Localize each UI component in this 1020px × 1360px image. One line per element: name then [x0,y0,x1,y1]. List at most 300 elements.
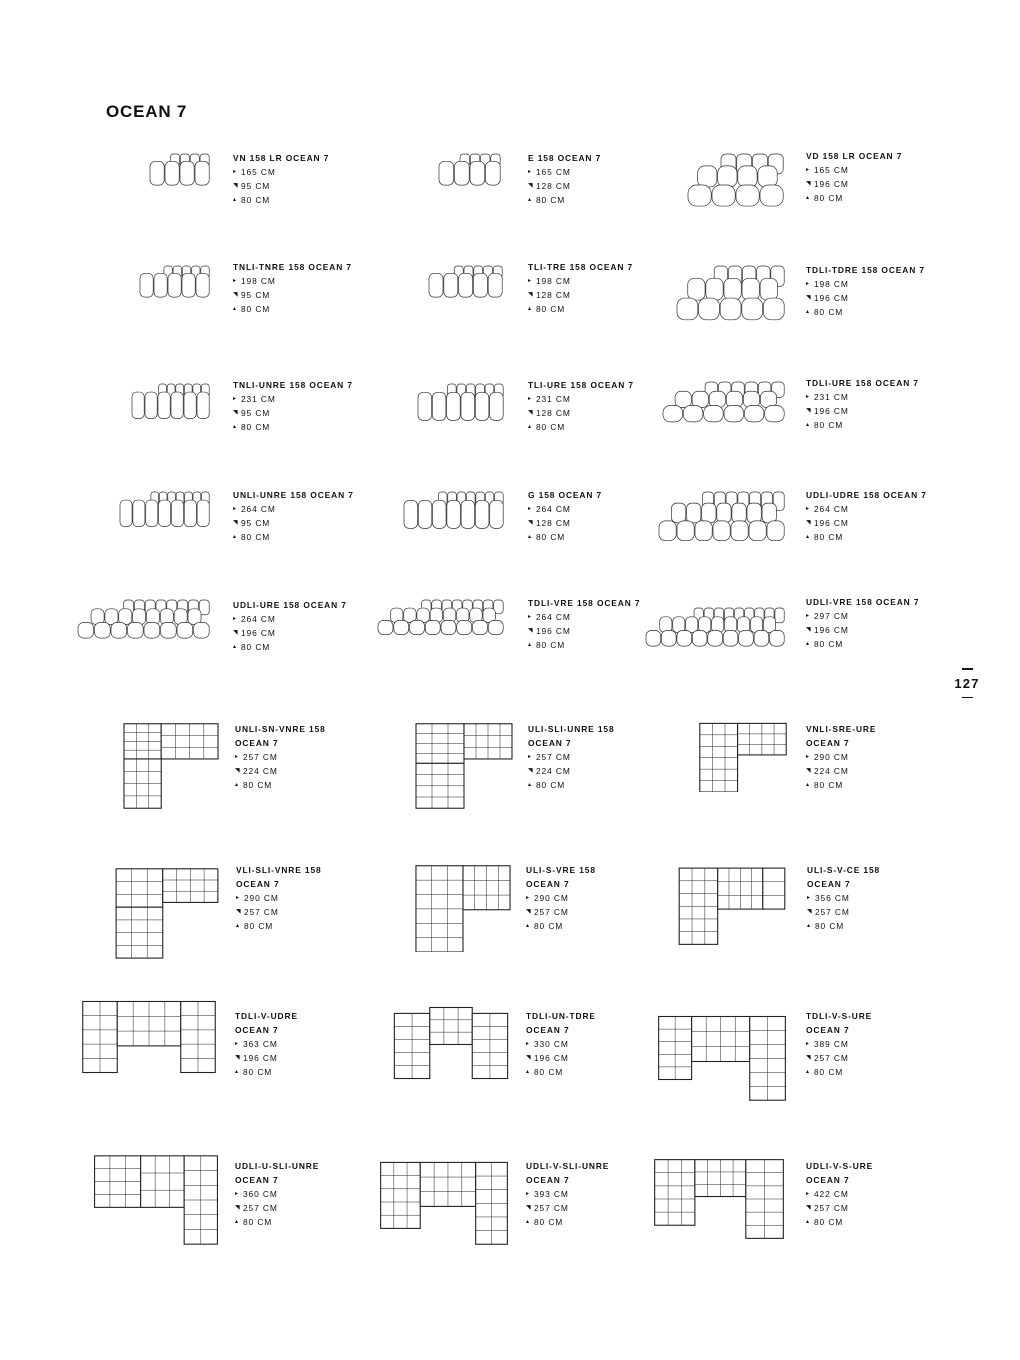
dimension-depth [528,764,615,778]
product-name: ULI-S-V-CE 158 [807,865,881,875]
dimension-height [528,778,615,792]
dimension-value: 128 CM [536,181,571,191]
product-name: UDLI-V-SLI-UNRE [526,1161,610,1171]
dimension-value: 80 CM [241,422,271,432]
arrow-height-icon: ▴ [528,534,532,540]
dimension-value: 196 CM [814,406,849,416]
sofa-drawing [414,864,512,952]
dimension-value: 80 CM [243,780,273,790]
dimension-length [806,163,902,177]
arrow-height-icon: ▴ [806,195,810,201]
arrow-height-icon: ▴ [806,422,810,428]
product-item [806,488,927,544]
sofa-drawing [656,1012,788,1102]
dimension-height [233,302,352,316]
product-item [807,863,880,933]
dimension-height [233,530,354,544]
product-name: UNLI-SN-VNRE 158 [235,724,326,734]
arrow-length-icon: ▸ [807,895,811,901]
dimension-length [807,891,880,905]
arrow-depth-icon: ◥ [806,768,812,774]
arrow-height-icon: ▴ [526,1069,530,1075]
product-item [806,1009,872,1079]
dimension-height [806,637,919,651]
dimension-depth [806,516,927,530]
dimension-value: 80 CM [536,195,566,205]
dimension-value: 422 CM [814,1189,849,1199]
product-name: UDLI-VRE 158 OCEAN 7 [806,597,920,607]
dimension-value: 80 CM [815,921,845,931]
product-item [528,260,633,316]
product-name-line2: OCEAN 7 [526,879,570,889]
product-item [526,863,596,933]
arrow-depth-icon: ◥ [233,630,239,636]
dimension-height [807,919,880,933]
dimension-value: 80 CM [536,304,566,314]
sofa-drawing [652,1158,786,1240]
sofa-drawing [392,1006,510,1080]
sofa-drawing [661,380,787,428]
dimension-value: 363 CM [243,1039,278,1049]
product-name: TDLI-V-UDRE [235,1011,298,1021]
arrow-depth-icon: ◥ [235,1055,241,1061]
dimension-value: 95 CM [241,518,271,528]
dimension-height [806,305,925,319]
product-item [235,1159,319,1229]
dimension-value: 264 CM [536,612,571,622]
arrow-depth-icon: ◥ [233,410,239,416]
dimension-value: 393 CM [534,1189,569,1199]
product-item [526,1159,609,1229]
dimension-value: 198 CM [814,279,849,289]
arrow-depth-icon: ◥ [528,628,534,634]
dimension-length [236,891,322,905]
dimension-value: 196 CM [814,179,849,189]
dimension-value: 165 CM [241,167,276,177]
dimension-value: 224 CM [243,766,278,776]
dimension-height [235,1065,298,1079]
arrow-height-icon: ▴ [235,782,239,788]
product-item [528,378,634,434]
dimension-value: 231 CM [814,392,849,402]
product-item [235,1009,298,1079]
product-name: E 158 OCEAN 7 [528,153,602,163]
dimension-length [806,390,919,404]
arrow-height-icon: ▴ [235,1069,239,1075]
product-item [233,260,352,316]
arrow-depth-icon: ◥ [233,520,239,526]
sofa-drawing [80,1000,218,1074]
dimension-value: 80 CM [241,532,271,542]
arrow-height-icon: ▴ [528,424,532,430]
arrow-length-icon: ▸ [233,616,237,622]
arrow-height-icon: ▴ [806,782,810,788]
dimension-value: 95 CM [241,181,271,191]
arrow-depth-icon: ◥ [528,292,534,298]
dimension-height [233,640,347,654]
arrow-length-icon: ▸ [806,394,810,400]
dimension-depth [806,1051,872,1065]
product-name: ULI-S-VRE 158 [526,865,596,875]
dimension-value: 290 CM [814,752,849,762]
sofa-drawing [376,598,506,640]
dimension-value: 257 CM [536,752,571,762]
dimension-height [528,420,634,434]
dimension-depth [528,179,601,193]
dimension-depth [528,516,602,530]
dimension-value: 128 CM [536,408,571,418]
arrow-length-icon: ▸ [526,895,530,901]
product-name: UDLI-UDRE 158 OCEAN 7 [806,490,927,500]
arrow-height-icon: ▴ [233,197,237,203]
product-name: TDLI-URE 158 OCEAN 7 [806,378,919,388]
dimension-height [526,1065,596,1079]
dimension-value: 95 CM [241,408,271,418]
dimension-value: 196 CM [814,518,849,528]
dimension-value: 389 CM [814,1039,849,1049]
arrow-length-icon: ▸ [806,1041,810,1047]
dimension-value: 356 CM [815,893,850,903]
arrow-height-icon: ▴ [236,923,240,929]
arrow-depth-icon: ◥ [236,909,242,915]
product-name: VLI-SLI-VNRE 158 [236,865,322,875]
dimension-value: 257 CM [815,907,850,917]
sofa-drawing [138,264,212,302]
dimension-value: 290 CM [534,893,569,903]
dimension-length [526,891,596,905]
dimension-length [233,612,347,626]
sofa-drawing [114,864,220,960]
product-item [528,151,601,207]
dimension-value: 80 CM [814,420,844,430]
product-name: G 158 OCEAN 7 [528,490,603,500]
arrow-height-icon: ▴ [806,1069,810,1075]
product-name-line2: OCEAN 7 [806,1175,850,1185]
dimension-height [806,530,927,544]
product-name-line2: OCEAN 7 [806,738,850,748]
dimension-value: 80 CM [241,642,271,652]
product-name-line2: OCEAN 7 [528,738,572,748]
dimension-depth [806,764,876,778]
arrow-length-icon: ▸ [526,1041,530,1047]
arrow-height-icon: ▴ [806,1219,810,1225]
dimension-value: 257 CM [814,1053,849,1063]
dimension-length [233,502,354,516]
dimension-depth [528,406,634,420]
arrow-depth-icon: ◥ [235,768,241,774]
product-name: VNLI-SRE-URE [806,724,877,734]
dimension-depth [526,1051,596,1065]
dimension-height [526,1215,609,1229]
dimension-height [235,778,326,792]
arrow-length-icon: ▸ [806,613,810,619]
product-item [528,488,602,544]
dimension-value: 196 CM [243,1053,278,1063]
product-name-line2: OCEAN 7 [806,1025,850,1035]
arrow-depth-icon: ◥ [233,292,239,298]
dimension-depth [233,179,329,193]
arrow-depth-icon: ◥ [528,183,534,189]
arrow-length-icon: ▸ [528,396,532,402]
dimension-length [235,1037,298,1051]
product-item [235,722,326,792]
arrow-depth-icon: ◥ [528,520,534,526]
arrow-length-icon: ▸ [806,281,810,287]
arrow-length-icon: ▸ [528,278,532,284]
product-item [526,1009,596,1079]
dimension-value: 80 CM [536,640,566,650]
sofa-drawing [76,598,212,644]
arrow-depth-icon: ◥ [526,1055,532,1061]
arrow-length-icon: ▸ [233,506,237,512]
arrow-length-icon: ▸ [235,1191,239,1197]
dimension-depth [233,288,352,302]
dimension-depth [806,177,902,191]
dimension-height [233,193,329,207]
dimension-value: 80 CM [536,422,566,432]
arrow-depth-icon: ◥ [806,1205,812,1211]
arrow-length-icon: ▸ [806,754,810,760]
dimension-value: 264 CM [241,614,276,624]
dimension-value: 80 CM [534,921,564,931]
dimension-value: 224 CM [814,766,849,776]
product-item [233,378,353,434]
dimension-depth [233,406,353,420]
arrow-height-icon: ▴ [233,534,237,540]
dimension-length [806,609,919,623]
section-title: OCEAN 7 [106,102,188,121]
dimension-length [233,165,329,179]
product-item [806,376,919,432]
dimension-length [528,274,633,288]
dimension-height [526,919,596,933]
arrow-height-icon: ▴ [526,1219,530,1225]
product-name-line2: OCEAN 7 [807,879,851,889]
sofa-drawing [677,864,787,946]
sofa-drawing [414,722,514,810]
dimension-height [528,638,640,652]
dimension-value: 128 CM [536,290,571,300]
page-number-dash-bottom [962,697,973,699]
dimension-depth [526,1201,609,1215]
dimension-depth [235,1051,298,1065]
dimension-depth [235,764,326,778]
dimension-value: 196 CM [241,628,276,638]
arrow-length-icon: ▸ [236,895,240,901]
arrow-height-icon: ▴ [235,1219,239,1225]
dimension-length [526,1187,609,1201]
sofa-drawing [657,490,787,548]
product-name: UDLI-URE 158 OCEAN 7 [233,600,347,610]
dimension-height [236,919,322,933]
product-item [806,149,902,205]
arrow-length-icon: ▸ [806,506,810,512]
dimension-length [235,1187,319,1201]
dimension-length [528,750,615,764]
dimension-value: 80 CM [241,304,271,314]
sofa-drawing [122,722,220,810]
dimension-value: 165 CM [814,165,849,175]
dimension-value: 80 CM [243,1217,273,1227]
sofa-drawing [416,382,506,426]
arrow-depth-icon: ◥ [806,295,812,301]
product-name: VN 158 LR OCEAN 7 [233,153,330,163]
product-name: TDLI-TDRE 158 OCEAN 7 [806,265,925,275]
dimension-value: 80 CM [241,195,271,205]
product-name-line2: OCEAN 7 [526,1175,570,1185]
dimension-value: 231 CM [536,394,571,404]
product-name: TLI-URE 158 OCEAN 7 [528,380,634,390]
arrow-length-icon: ▸ [233,278,237,284]
dimension-value: 257 CM [814,1203,849,1213]
dimension-value: 290 CM [244,893,279,903]
product-name: TDLI-VRE 158 OCEAN 7 [528,598,641,608]
product-name: VD 158 LR OCEAN 7 [806,151,903,161]
product-item [528,722,615,792]
arrow-height-icon: ▴ [807,923,811,929]
arrow-height-icon: ▴ [528,642,532,648]
dimension-length [806,750,876,764]
product-name-line2: OCEAN 7 [235,1025,279,1035]
dimension-value: 128 CM [536,518,571,528]
dimension-value: 196 CM [536,626,571,636]
arrow-height-icon: ▴ [806,309,810,315]
dimension-value: 257 CM [243,1203,278,1213]
arrow-depth-icon: ◥ [806,627,812,633]
arrow-length-icon: ▸ [528,506,532,512]
arrow-length-icon: ▸ [528,754,532,760]
dimension-value: 198 CM [241,276,276,286]
dimension-depth [806,404,919,418]
arrow-height-icon: ▴ [526,923,530,929]
arrow-length-icon: ▸ [526,1191,530,1197]
dimension-length [806,1187,873,1201]
sofa-drawing [378,1158,510,1246]
product-name: ULI-SLI-UNRE 158 [528,724,615,734]
dimension-height [806,1065,872,1079]
dimension-depth [807,905,880,919]
dimension-height [528,302,633,316]
dimension-height [806,1215,873,1229]
sofa-drawing [130,382,212,424]
product-name-line2: OCEAN 7 [235,1175,279,1185]
sofa-drawing [644,606,787,652]
dimension-height [235,1215,319,1229]
product-name-line2: OCEAN 7 [235,738,279,748]
arrow-depth-icon: ◥ [233,183,239,189]
dimension-depth [235,1201,319,1215]
dimension-depth [528,288,633,302]
arrow-length-icon: ▸ [528,169,532,175]
dimension-depth [233,626,347,640]
arrow-length-icon: ▸ [235,1041,239,1047]
product-item [806,595,919,651]
arrow-depth-icon: ◥ [806,408,812,414]
dimension-length [528,165,601,179]
product-item [233,598,347,654]
arrow-height-icon: ▴ [233,424,237,430]
arrow-depth-icon: ◥ [806,181,812,187]
arrow-height-icon: ▴ [528,306,532,312]
arrow-depth-icon: ◥ [806,1055,812,1061]
arrow-depth-icon: ◥ [807,909,813,915]
dimension-length [233,392,353,406]
product-name: TDLI-V-S-URE [806,1011,873,1021]
dimension-height [806,418,919,432]
dimension-height [806,191,902,205]
arrow-length-icon: ▸ [528,614,532,620]
sofa-drawing [402,490,506,534]
product-name: UDLI-U-SLI-UNRE [235,1161,320,1171]
dimension-value: 80 CM [814,780,844,790]
dimension-value: 264 CM [536,504,571,514]
dimension-value: 198 CM [536,276,571,286]
product-name: TNLI-UNRE 158 OCEAN 7 [233,380,353,390]
dimension-length [526,1037,596,1051]
arrow-depth-icon: ◥ [528,410,534,416]
dimension-height [528,530,602,544]
dimension-value: 80 CM [536,780,566,790]
dimension-value: 196 CM [814,625,849,635]
dimension-depth [806,623,919,637]
sofa-drawing [437,152,503,190]
arrow-length-icon: ▸ [806,1191,810,1197]
dimension-depth [526,905,596,919]
dimension-value: 80 CM [244,921,274,931]
arrow-depth-icon: ◥ [528,768,534,774]
dimension-length [528,392,634,406]
dimension-value: 80 CM [814,639,844,649]
sofa-drawing [675,264,787,328]
product-item [233,151,329,207]
dimension-value: 330 CM [534,1039,569,1049]
arrow-length-icon: ▸ [233,169,237,175]
dimension-value: 80 CM [243,1067,273,1077]
product-item [233,488,354,544]
dimension-height [806,778,876,792]
dimension-value: 257 CM [534,1203,569,1213]
product-name-line2: OCEAN 7 [526,1025,570,1035]
dimension-length [806,277,925,291]
page-number-block [952,662,982,704]
dimension-value: 80 CM [534,1217,564,1227]
dimension-value: 95 CM [241,290,271,300]
product-name: UNLI-UNRE 158 OCEAN 7 [233,490,354,500]
dimension-value: 80 CM [814,193,844,203]
sofa-drawing [698,722,788,792]
dimension-value: 80 CM [536,532,566,542]
dimension-value: 80 CM [814,307,844,317]
page-number: 127 [954,675,980,691]
dimension-value: 224 CM [536,766,571,776]
dimension-value: 360 CM [243,1189,278,1199]
dimension-value: 165 CM [536,167,571,177]
arrow-height-icon: ▴ [528,782,532,788]
dimension-value: 196 CM [814,293,849,303]
arrow-height-icon: ▴ [806,534,810,540]
arrow-height-icon: ▴ [233,306,237,312]
page-number-dash-top [962,668,973,670]
product-item [806,722,876,792]
product-name: TLI-TRE 158 OCEAN 7 [528,262,634,272]
dimension-length [233,274,352,288]
product-item [806,263,925,319]
arrow-height-icon: ▴ [528,197,532,203]
dimension-value: 257 CM [244,907,279,917]
arrow-depth-icon: ◥ [526,909,532,915]
arrow-depth-icon: ◥ [526,1205,532,1211]
product-name: TNLI-TNRE 158 OCEAN 7 [233,262,352,272]
